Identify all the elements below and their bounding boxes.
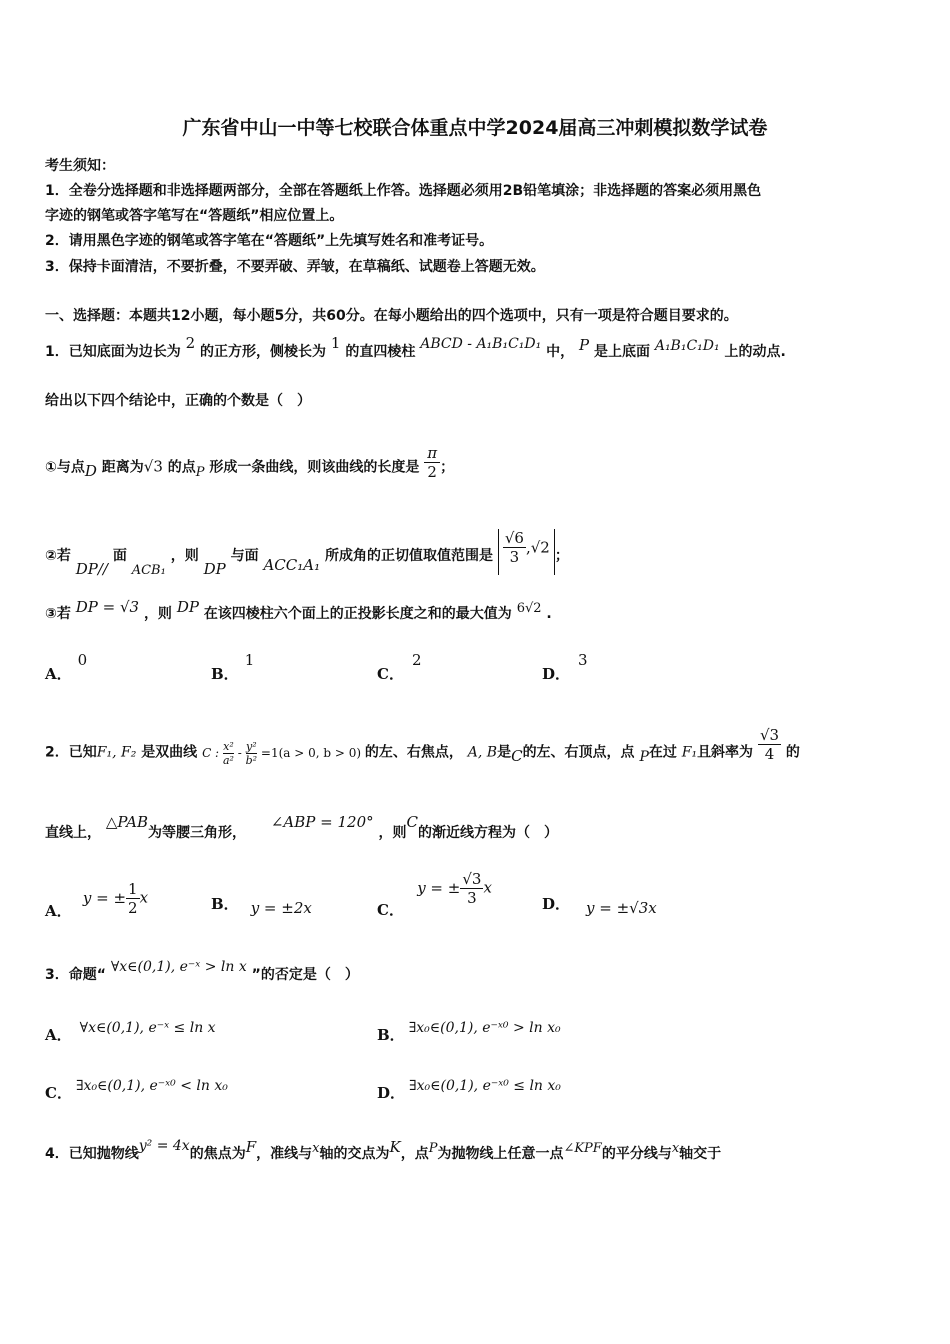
q2-math-P: P — [639, 748, 649, 765]
q1-text-6: 上的动点. — [724, 344, 786, 360]
q4-text-7: 的平分线与 — [601, 1146, 672, 1162]
q2-option-c-num: √3 — [462, 870, 482, 888]
s1-math-P: P — [195, 464, 205, 480]
q2-eq-y2: y² — [246, 739, 257, 753]
q2-option-c[interactable] — [377, 870, 492, 919]
q2-option-d-value: y = ±√3x — [586, 899, 657, 917]
q2-option-c-pre: y = ± — [417, 878, 461, 897]
q1-math-prism: ABCD - A₁B₁C₁D₁ — [420, 336, 542, 352]
s3-math-DP-sqrt3: DP = √3 — [75, 598, 140, 616]
q3-option-d-value: ∃x₀∈(0,1), e⁻ˣ⁰ ≤ ln x₀ — [409, 1078, 561, 1094]
s3-text-a: ③若 — [45, 606, 71, 622]
q2-eq-frac-x — [223, 740, 234, 767]
s2-text-c: ，则 — [170, 548, 199, 564]
s2-text-g: ； — [554, 548, 569, 564]
q2-option-c-den: 3 — [467, 889, 477, 907]
q2-stem-line-2 — [45, 813, 558, 842]
q3-option-b-value: ∃x₀∈(0,1), e⁻ˣ⁰ > ln x₀ — [408, 1020, 561, 1036]
q2-option-d-label: D． — [542, 895, 571, 913]
q2-stem — [45, 726, 800, 771]
q1-option-c-label: C． — [377, 665, 404, 683]
q2-math-F1F2: F₁, F₂ — [96, 744, 137, 761]
notice-line-1b: 字迹的钢笔或答字笔写在“答题纸”相应位置上。 — [45, 208, 344, 224]
q2-slope-fraction — [758, 726, 781, 763]
s3-math-DP: DP — [176, 598, 199, 616]
s2-math-ACB1: ACB₁ — [131, 563, 166, 578]
q3-option-c[interactable] — [45, 1078, 228, 1103]
q2-eq-a2: a² — [222, 753, 234, 767]
q2-eq-x2: x² — [223, 739, 234, 753]
q4-math-P: P — [428, 1141, 438, 1156]
notice-line-1: 1．全卷分选择题和非选择题两部分，全部在答题纸上作答。选择题必须用2B铅笔填涂；非选择题的答案必须用黑色 — [45, 183, 762, 199]
q2-text-5: 的左、右顶点，点 — [522, 744, 635, 761]
q4-text-6: 为抛物线上任意一点 — [437, 1146, 564, 1162]
q2-option-d[interactable] — [542, 893, 657, 917]
q1-stem — [45, 334, 786, 361]
q2-eq-minus: - — [237, 745, 242, 760]
s1-text-d: 形成一条曲线，则该曲线的长度是 — [209, 459, 420, 476]
q1-option-d-label: D． — [542, 665, 571, 683]
s1-text-c: 的点 — [167, 459, 196, 476]
s2-text-b: 面 — [112, 548, 127, 564]
q3-option-a-value: ∀x∈(0,1), e⁻ˣ ≤ ln x — [79, 1020, 216, 1036]
q2-option-b-value: y = ±2x — [250, 899, 312, 917]
q2-eq-C: C : — [202, 745, 220, 760]
s3-text-d: . — [546, 606, 552, 622]
q1-option-c[interactable] — [377, 651, 422, 684]
q1-math-side: 2 — [185, 334, 196, 352]
q1-text-4: 中， — [546, 344, 575, 360]
q4-text-2: 的焦点为 — [189, 1146, 246, 1162]
q3-text-1: 3．命题“ — [45, 967, 106, 983]
q2-text-1: 2．已知 — [45, 744, 97, 761]
q2-math-angle-ABP: ∠ABP = 120° — [270, 813, 374, 831]
q4-text-8: 轴交于 — [679, 1146, 722, 1162]
q1-option-c-value: 2 — [411, 651, 422, 669]
q1-math-top-face: A₁B₁C₁D₁ — [654, 338, 720, 354]
q2-l2-text-b: 为等腰三角形， — [147, 825, 246, 841]
q2-eq-b2: b² — [245, 753, 258, 767]
q2-option-a[interactable] — [45, 880, 149, 920]
q2-text-3: 的左、右焦点， — [364, 744, 463, 761]
q4-math-x2: x — [671, 1141, 680, 1156]
q2-option-a-num: 1 — [128, 880, 138, 898]
q4-text-5: ，点 — [400, 1146, 429, 1162]
notice-line-2: 2．请用黑色字迹的钢笔或答字笔在“答题纸”上先填写姓名和准考证号。 — [45, 233, 494, 249]
q3-option-d-label: D． — [377, 1084, 406, 1102]
q1-text-3: 的直四棱柱 — [345, 344, 416, 360]
q1-option-d[interactable] — [542, 651, 588, 684]
q2-option-a-pre: y = ± — [82, 888, 127, 907]
q4-math-F: F — [245, 1138, 257, 1156]
q2-eq-frac-y — [246, 740, 257, 767]
q1-intro: 给出以下四个结论中，正确的个数是（ ） — [45, 393, 311, 409]
q1-text-2: 的正方形，侧棱长为 — [200, 344, 327, 360]
q1-option-b-value: 1 — [244, 651, 255, 669]
q3-option-d[interactable] — [377, 1078, 561, 1103]
s2-text-a: ②若 — [45, 548, 71, 564]
q2-math-C: C — [511, 746, 523, 765]
section-heading: 一、选择题：本题共12小题，每小题5分，共60分。在每小题给出的四个选项中，只有一项是符合题目要求的。 — [45, 308, 738, 324]
s2-fraction — [503, 529, 526, 566]
q2-l2-text-a: 直线上， — [45, 825, 101, 841]
q2-option-a-fraction — [126, 880, 140, 917]
q2-option-b[interactable] — [211, 893, 312, 917]
q2-math-triangle-PAB: △PAB — [105, 813, 148, 831]
q4-text-3: ，准线与 — [256, 1146, 313, 1162]
q2-math-F1: F₁ — [681, 744, 698, 761]
s1-text-e: ； — [440, 459, 455, 476]
q2-option-a-post: x — [139, 888, 149, 907]
s1-frac-den: 2 — [427, 463, 437, 481]
q4-math-parabola: y² = 4x — [138, 1138, 190, 1154]
q2-math-C2: C — [406, 813, 418, 831]
q3-option-a[interactable] — [45, 1020, 216, 1045]
s2-frac-den: 3 — [509, 548, 520, 566]
s1-math-D: D — [84, 461, 97, 480]
q3-option-a-label: A． — [45, 1026, 72, 1044]
notice-line-3: 3．保持卡面清洁，不要折叠，不要弄破、弄皱，在草稿纸、试题卷上答题无效。 — [45, 259, 545, 275]
q1-text-5: 是上底面 — [593, 344, 650, 360]
q1-option-a-label: A． — [45, 665, 72, 683]
q2-l2-text-d: 的渐近线方程为（ ） — [417, 825, 558, 841]
q2-text-8: 的 — [785, 744, 800, 761]
s2-text-d: 与面 — [230, 548, 259, 564]
s2-math-DP: DP — [203, 560, 226, 578]
q1-option-b-label: B． — [211, 665, 239, 683]
s1-text-a: ①与点 — [45, 459, 85, 476]
q1-statement-1 — [45, 444, 455, 486]
q1-option-a[interactable] — [45, 651, 88, 684]
s2-math-DP-parallel: DP// — [75, 560, 108, 578]
q3-option-c-label: C． — [45, 1084, 72, 1102]
q1-statement-3 — [45, 598, 552, 623]
q2-option-a-den: 2 — [128, 899, 138, 917]
q2-hyperbola-equation — [202, 739, 365, 767]
q2-text-7: 且斜率为 — [697, 744, 754, 761]
q1-text-1: 1．已知底面为边长为 — [45, 344, 181, 360]
q2-slope-den: 4 — [764, 745, 775, 763]
q2-text-2: 是双曲线 — [141, 744, 198, 761]
q2-option-c-fraction — [460, 870, 483, 907]
q3-text-2: ”的否定是（ ） — [251, 967, 359, 983]
s2-interval — [498, 529, 555, 575]
q4-text-4: 轴的交点为 — [319, 1146, 390, 1162]
q2-option-c-label: C． — [377, 900, 404, 919]
q2-math-AB: A, B — [467, 744, 498, 761]
q1-option-d-value: 3 — [578, 651, 588, 669]
s3-text-b: ，则 — [143, 606, 172, 622]
q4-text-1: 4．已知抛物线 — [45, 1146, 139, 1162]
q4-math-x: x — [312, 1141, 320, 1156]
q1-statement-2 — [45, 529, 569, 579]
q4-stem — [45, 1138, 722, 1163]
q3-math-proposition: ∀x∈(0,1), e⁻ˣ > ln x — [110, 959, 247, 975]
q2-option-c-post: x — [483, 878, 492, 897]
q2-text-4: 是 — [497, 744, 512, 761]
s3-math-6sqrt2: 6√2 — [516, 601, 542, 616]
q2-l2-text-c: ，则 — [378, 825, 407, 841]
s1-fraction — [424, 444, 440, 481]
s3-text-c: 在该四棱柱六个面上的正投影长度之和的最大值为 — [203, 606, 512, 622]
page-title: 广东省中山一中等七校联合体重点中学2024届高三冲刺模拟数学试卷 — [182, 117, 768, 139]
s2-text-e: 所成角的正切值取值范围是 — [324, 548, 493, 564]
q3-option-c-value: ∃x₀∈(0,1), e⁻ˣ⁰ < ln x₀ — [75, 1078, 228, 1094]
q2-text-6: 在过 — [648, 744, 677, 761]
q2-eq-rest: =1(a > 0, b > 0) — [260, 745, 362, 760]
q3-stem — [45, 959, 359, 984]
q1-option-b[interactable] — [211, 651, 255, 684]
q1-math-P: P — [578, 336, 590, 354]
q2-option-a-label: A． — [45, 901, 72, 920]
q2-option-b-label: B． — [211, 895, 239, 913]
s1-text-b: 距离为 — [101, 459, 144, 476]
q1-option-a-value: 0 — [77, 651, 88, 669]
q1-math-edge: 1 — [330, 334, 341, 352]
q3-option-b[interactable] — [377, 1020, 561, 1045]
s1-math-sqrt3: √3 — [143, 457, 163, 476]
s1-frac-num: π — [424, 444, 440, 463]
notice-heading: 考生须知： — [45, 158, 115, 174]
s2-math-ACC1A1: ACC₁A₁ — [263, 556, 321, 574]
q4-math-angle-KPF: ∠KPF — [563, 1141, 602, 1156]
s2-frac-num: √6 — [504, 529, 524, 547]
q2-slope-num: √3 — [759, 726, 780, 744]
s2-sqrt2: ,√2 — [525, 538, 550, 557]
q3-option-b-label: B． — [377, 1026, 405, 1044]
q4-math-K: K — [389, 1138, 401, 1156]
